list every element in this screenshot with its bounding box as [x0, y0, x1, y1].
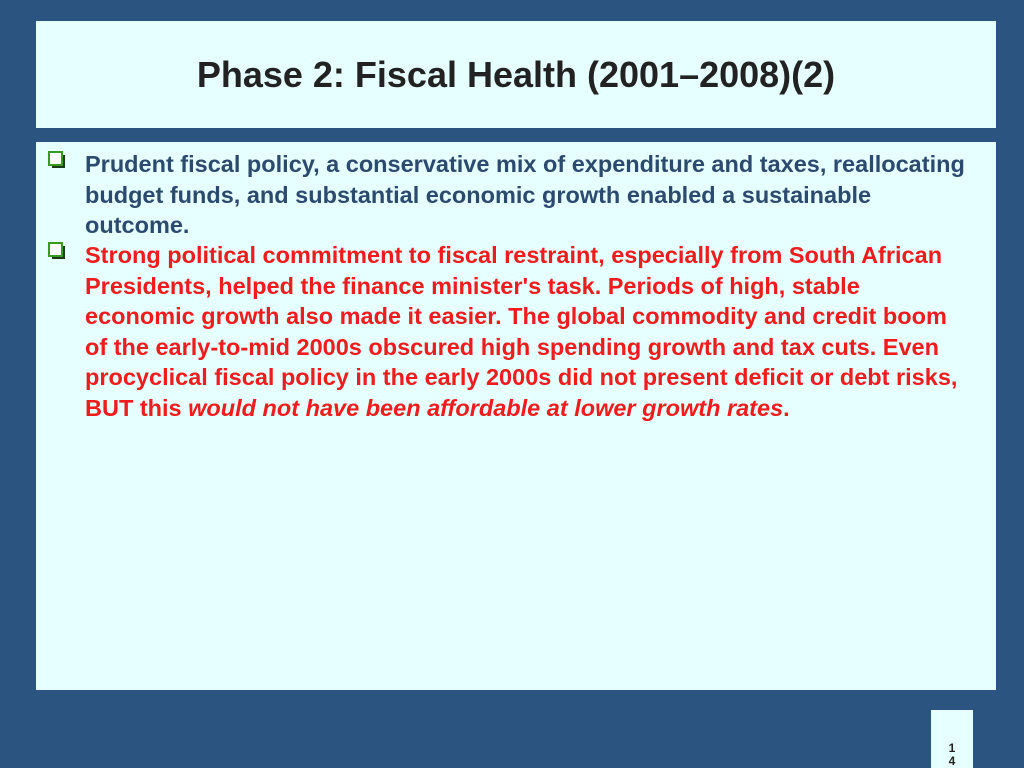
slide-title: Phase 2: Fiscal Health (2001–2008)(2)	[196, 53, 836, 95]
page-number: 14	[948, 741, 956, 768]
bullet-text-main: Strong political commitment to fiscal restraint, especially from South African Presidents, helped the finance minister's task. Periods of high, stable economic growth also made it easier. The global commodity and credit boom of the early-to-mid 2000s obscured high spending growth and tax cuts. Even procyclical fiscal policy in the early 2000s did not present deficit or debt risks, BUT this	[85, 242, 958, 421]
bullet-text	[85, 240, 968, 423]
checkbox-bullet-icon	[48, 242, 68, 262]
title-panel	[36, 21, 996, 128]
bullet-text-emphasis: would not have been affordable at lower growth rates	[188, 394, 784, 421]
bullet-item	[48, 149, 968, 241]
content-panel	[36, 142, 996, 690]
page-number-box	[931, 710, 973, 768]
bullet-text: Prudent fiscal policy, a conservative mix of expenditure and taxes, reallocating budget funds, and substantial economic growth enabled a sustainable outcome.	[85, 151, 965, 238]
bullet-text-end: .	[783, 394, 790, 421]
checkbox-bullet-icon	[48, 151, 68, 171]
bullet-item	[48, 240, 968, 423]
